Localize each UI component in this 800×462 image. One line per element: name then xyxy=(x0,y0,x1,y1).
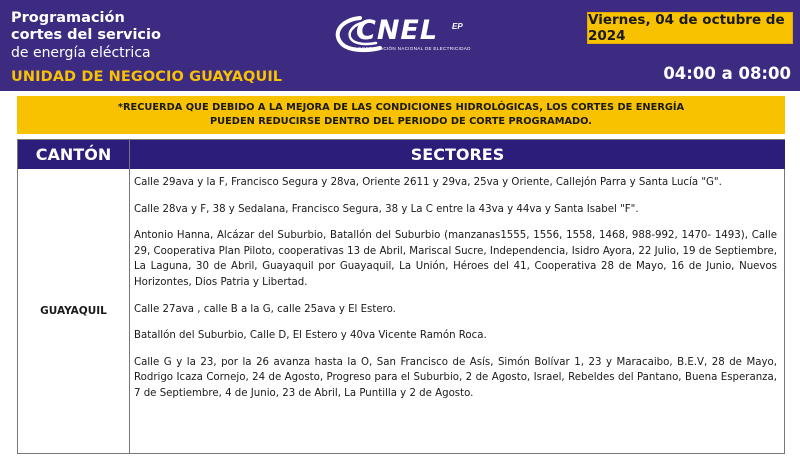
column-header-canton: CANTÓN xyxy=(18,140,129,169)
logo-wordmark: CNEL xyxy=(356,15,439,46)
notice-banner xyxy=(17,96,785,134)
column-header-sectores: SECTORES xyxy=(130,140,785,169)
time-range: 04:00 a 08:00 xyxy=(663,64,791,83)
notice-line-2: PUEDEN REDUCIRSE DENTRO DEL PERIODO DE CORTE PROGRAMADO. xyxy=(209,116,592,127)
sectores-cell xyxy=(130,169,785,453)
sector-paragraph: Calle G y la 23, por la 26 avanza hasta la O, San Francisco de Asís, Simón Bolívar 1, 23 y Maracaibo, B.E.V, 28 de Mayo, Rodrigo Icaza Cornejo, 24 de Agosto, Progreso para el Suburbio, 2 de Agosto, Israel, Rebeldes del Pantano, Buena Esperanza, 7 de Septiembre, 4 de Junio, 23 de Abril, La Puntilla y 2 de Agosto. xyxy=(134,356,777,399)
schedule-table xyxy=(17,139,785,454)
sector-paragraph: Calle 27ava , calle B a la G, calle 25ava y El Estero. xyxy=(134,303,396,315)
notice-line-1: *RECUERDA QUE DEBIDO A LA MEJORA DE LAS CONDICIONES HIDROLÓGICAS, LOS CORTES DE ENERGÍA xyxy=(117,102,685,113)
date-badge: Viernes, 04 de octubre de 2024 xyxy=(587,12,793,44)
logo-suffix: EP xyxy=(452,22,463,31)
title-line-3: de energía eléctrica xyxy=(11,45,151,61)
sector-paragraph: Batallón del Suburbio, Calle D, El Estero y 40va Vicente Ramón Roca. xyxy=(134,330,487,342)
sector-paragraph: Calle 29ava y la F, Francisco Segura y 28va, Oriente 2611 y 29va, 25va y Oriente, Callejón Parra y Santa Lucía "G". xyxy=(134,177,722,188)
header-banner xyxy=(0,0,800,91)
canton-cell: GUAYAQUIL xyxy=(40,305,107,317)
logo-subtitle: CORPORACIÓN NACIONAL DE ELECTRICIDAD xyxy=(358,46,471,51)
sector-paragraph: Calle 28va y F, 38 y Sedalana, Francisco Segura, 38 y La C entre la 43va y 44va y Santa Isabel "F". xyxy=(134,203,639,215)
sector-paragraph: Antonio Hanna, Alcázar del Suburbio, Batallón del Suburbio (manzanas1555, 1556, 1558, 1468, 988-992, 1470- 1493), Calle 29, Cooperativa Plan Piloto, cooperativas 13 de Abril, Mariscal Sucre, Independencia, Isidro Ayora, 22 Julio, 19 de Septiembre, La Laguna, 30 de Abril, Guayaquil por Guayaquil, La Unión, Héroes del 41, Cooperativa 28 de Mayo, 16 de Junio, Nuevos Horizontes, Dios Patria y Libertad. xyxy=(134,230,777,288)
title-line-2: cortes del servicio xyxy=(11,27,161,43)
business-unit-label: UNIDAD DE NEGOCIO GUAYAQUIL xyxy=(11,69,283,85)
cnel-logo xyxy=(330,12,490,60)
title-line-1: Programación xyxy=(11,10,125,26)
